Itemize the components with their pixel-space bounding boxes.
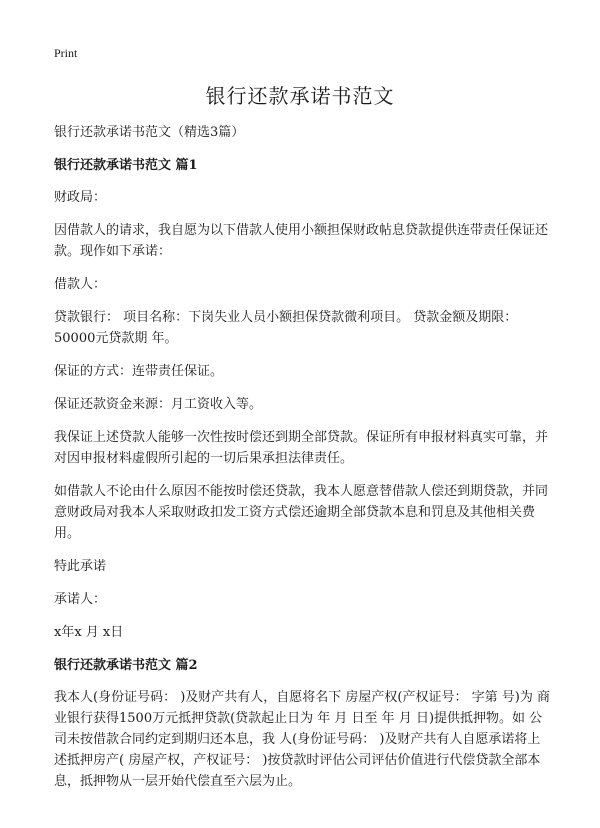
- paragraph: 因借款人的请求，我自愿为以下借款人使用小额担保财政帖息贷款提供连带责任保证还款。现作如下承诺：: [54, 223, 549, 259]
- paragraph: 保证还款资金来源：月工资收入等。: [54, 397, 263, 412]
- paragraph: 借款人：: [54, 277, 107, 292]
- document-body: [54, 122, 550, 804]
- paragraph: 如借款人不论由什么原因不能按时偿还贷款，我本人愿意替借款人偿还到期贷款，并同意财政局对我本人采取财政扣发工资方式偿还逾期全部贷款本息和罚息及其他相关费用。: [54, 484, 549, 541]
- section-1-heading: 银行还款承诺书范文 篇1: [54, 158, 198, 173]
- paragraph: 我保证上述贷款人能够一次性按时偿还到期全部贷款。保证所有申报材料真实可靠，并对因申报材料虚假所引起的一切后果承担法律责任。: [54, 430, 549, 466]
- print-label: Print: [54, 46, 78, 60]
- paragraph: 承诺人：: [54, 592, 107, 607]
- paragraph: 我本人(身份证号码： )及财产共有人，自愿将名下 房屋产权(产权证号： 字第 号)为 商业银行获得1500万元抵押贷款(贷款起止日为 年 月 日至 年 月 日)提供抵押物。如 公司未按借款合同约定到期归还本息，我 人(身份证号码： )及财产共有人自愿承诺将上述抵押房产( 房屋产权，产权证号： )按贷款时评估公司评估价值进行代偿贷款全部本息，抵押物从一层开始代偿直至六层为止。: [54, 690, 550, 789]
- paragraph: x年x 月 x日: [54, 625, 124, 640]
- document-subtitle: 银行还款承诺书范文（精选3篇）: [54, 125, 245, 140]
- document-title: 银行还款承诺书范文: [205, 84, 395, 108]
- section-2-heading: 银行还款承诺书范文 篇2: [54, 658, 198, 673]
- paragraph: 贷款银行： 项目名称：下岗失业人员小额担保贷款微利项目。 贷款金额及期限：50000元贷款期 年。: [54, 310, 518, 346]
- paragraph: 财政局：: [54, 190, 107, 205]
- paragraph: 特此承诺: [54, 559, 107, 574]
- paragraph: 保证的方式：连带责任保证。: [54, 364, 224, 379]
